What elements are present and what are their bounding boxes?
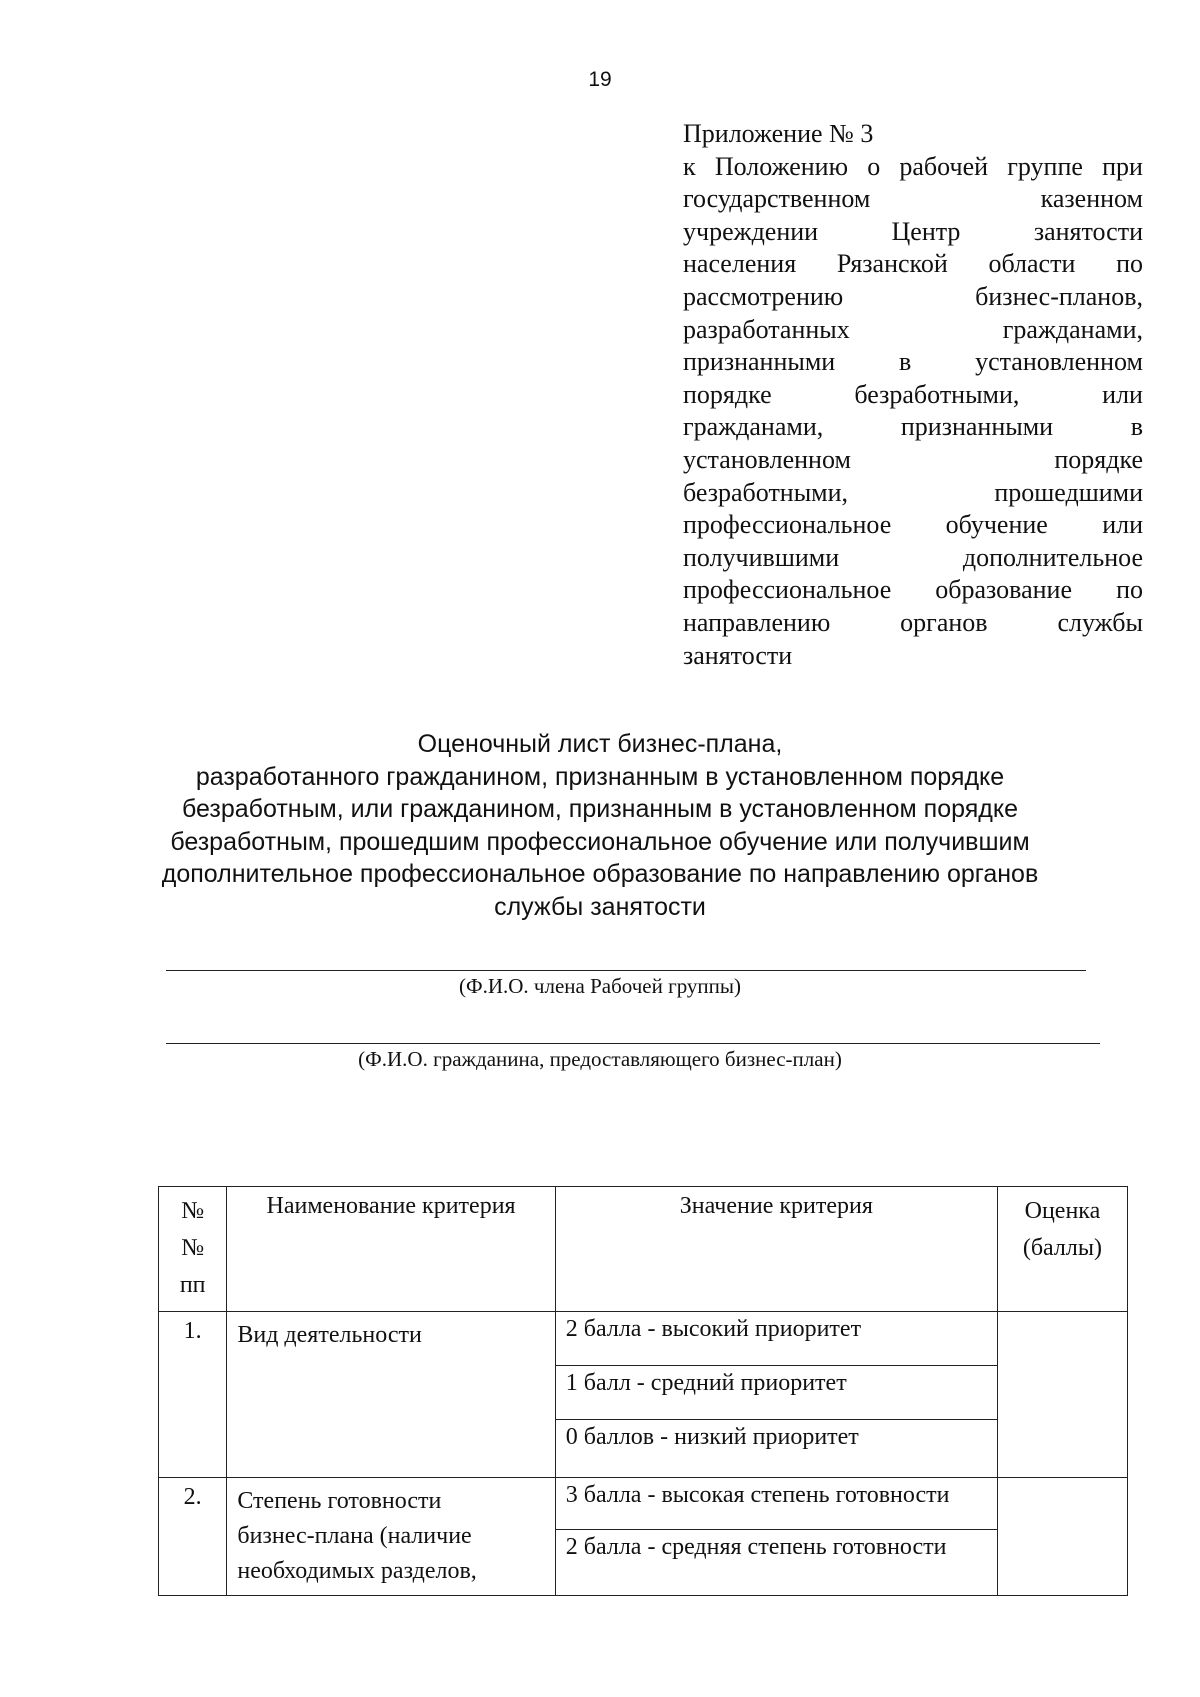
title-line: разработанного гражданином, признанным в установленном порядке: [195, 762, 1005, 791]
row-num: 1.: [159, 1312, 227, 1478]
title-line: службы занятости: [494, 892, 706, 921]
appendix-word: рассмотрению: [683, 281, 844, 311]
appendix-word: к: [683, 151, 696, 181]
appendix-word: обучение: [945, 510, 1048, 540]
appendix-word: группе: [1007, 151, 1083, 181]
page-number: 19: [588, 68, 612, 91]
appendix-line: [683, 346, 1143, 379]
appendix-word: профессиональное: [683, 510, 892, 540]
appendix-word: Центр: [891, 216, 961, 246]
appendix-line: [683, 574, 1143, 607]
appendix-word: или: [1102, 379, 1143, 409]
table-row: [159, 1312, 1128, 1478]
appendix-word: получившими: [683, 542, 840, 572]
appendix-word: прошедшими: [994, 477, 1143, 507]
value-option: 2 балла - высокий приоритет: [556, 1312, 997, 1366]
value-option: 1 балл - средний приоритет: [556, 1366, 997, 1420]
appendix-line: [683, 542, 1143, 575]
appendix-word: Рязанской: [836, 249, 948, 279]
appendix-word: о: [867, 151, 881, 181]
appendix-word: разработанных: [683, 314, 850, 344]
appendix-word: образование: [935, 575, 1073, 605]
appendix-line: [683, 444, 1143, 477]
title-line: безработным, прошедшим профессиональное обучение или получившим: [170, 827, 1030, 856]
appendix-word: профессиональное: [683, 575, 892, 605]
appendix-word: учреждении: [683, 216, 819, 246]
appendix-word: занятости: [1033, 216, 1143, 246]
appendix-word: бизнес-планов,: [975, 281, 1143, 311]
appendix-line: [683, 477, 1143, 510]
criterion-line: бизнес-плана (наличие: [237, 1523, 472, 1549]
appendix-word: или: [1102, 510, 1143, 540]
appendix-line: [683, 183, 1143, 216]
row-num: 2.: [159, 1478, 227, 1596]
appendix-word: органов: [900, 607, 988, 637]
appendix-word: в: [899, 347, 912, 377]
appendix-block: [683, 118, 1143, 672]
appendix-word: безработными,: [683, 477, 849, 507]
appendix-word: по: [1116, 249, 1143, 279]
criterion-line: Вид деятельности: [237, 1322, 422, 1348]
appendix-line: [683, 216, 1143, 249]
appendix-last-line: занятости: [683, 640, 793, 670]
value-option: 2 балла - средняя степень готовности: [565, 1534, 947, 1560]
appendix-word: признанными: [683, 347, 836, 377]
criterion-line: необходимых разделов,: [237, 1558, 477, 1584]
appendix-text: [683, 151, 1143, 640]
header-num-line: №: [181, 1235, 205, 1261]
appendix-word: порядке: [1054, 444, 1143, 474]
title-line: безработным, или гражданином, признанным в установленном порядке: [182, 795, 1018, 823]
appendix-word: рабочей: [899, 151, 989, 181]
appendix-word: признанными: [900, 412, 1054, 442]
citizen-caption: (Ф.И.О. гражданина, предоставляющего бизнес-план): [358, 1047, 842, 1071]
appendix-line: [683, 151, 1143, 184]
appendix-line: [683, 411, 1143, 444]
member-name-line[interactable]: [166, 970, 1086, 971]
appendix-word: безработными,: [854, 379, 1020, 409]
header-name: Наименование критерия: [227, 1187, 555, 1312]
appendix-word: казенном: [1040, 184, 1143, 214]
appendix-word: населения: [683, 249, 797, 279]
title-line: Оценочный лист бизнес-плана,: [417, 730, 783, 758]
header-value: Значение критерия: [555, 1187, 997, 1312]
row-score[interactable]: [997, 1312, 1127, 1478]
appendix-heading: Приложение № 3: [683, 119, 874, 148]
appendix-line: [683, 509, 1143, 542]
row-criterion: [227, 1312, 555, 1478]
appendix-word: по: [1116, 575, 1143, 605]
citizen-name-line[interactable]: [166, 1043, 1100, 1044]
appendix-line: [683, 379, 1143, 412]
appendix-word: установленном: [683, 444, 851, 474]
table-row: [159, 1478, 1128, 1596]
appendix-line: [683, 607, 1143, 640]
appendix-word: дополнительное: [962, 542, 1143, 572]
document-title: [150, 728, 1050, 923]
header-num: [159, 1187, 227, 1312]
member-caption: (Ф.И.О. члена Рабочей группы): [458, 974, 741, 998]
appendix-word: гражданами,: [1002, 314, 1143, 344]
row-values: [555, 1312, 997, 1478]
appendix-word: в: [1130, 412, 1143, 442]
header-score-line: Оценка: [1024, 1198, 1101, 1224]
row-values: [555, 1478, 997, 1596]
appendix-word: службы: [1057, 607, 1143, 637]
table-header-row: [159, 1187, 1128, 1312]
header-score: [997, 1187, 1127, 1312]
appendix-word: государственном: [683, 184, 871, 214]
header-num-line: №: [181, 1198, 205, 1224]
appendix-word: направлению: [683, 607, 831, 637]
header-score-line: (баллы): [1022, 1235, 1102, 1261]
value-option: 0 баллов - низкий приоритет: [565, 1424, 859, 1450]
appendix-word: гражданами,: [683, 412, 824, 442]
criteria-table: [158, 1186, 1128, 1596]
appendix-line: [683, 314, 1143, 347]
header-num-line: пп: [179, 1272, 206, 1298]
appendix-line: [683, 248, 1143, 281]
appendix-word: при: [1102, 151, 1143, 181]
appendix-word: области: [988, 249, 1076, 279]
row-score[interactable]: [997, 1478, 1127, 1596]
criterion-line: Степень готовности: [237, 1488, 442, 1514]
row-criterion: [227, 1478, 555, 1596]
value-option: 3 балла - высокая степень готовности: [556, 1478, 997, 1530]
appendix-word: Положению: [714, 151, 849, 181]
appendix-line: [683, 281, 1143, 314]
appendix-word: установленном: [975, 347, 1143, 377]
appendix-word: порядке: [683, 379, 772, 409]
title-line: дополнительное профессиональное образование по направлению органов: [161, 860, 1039, 888]
